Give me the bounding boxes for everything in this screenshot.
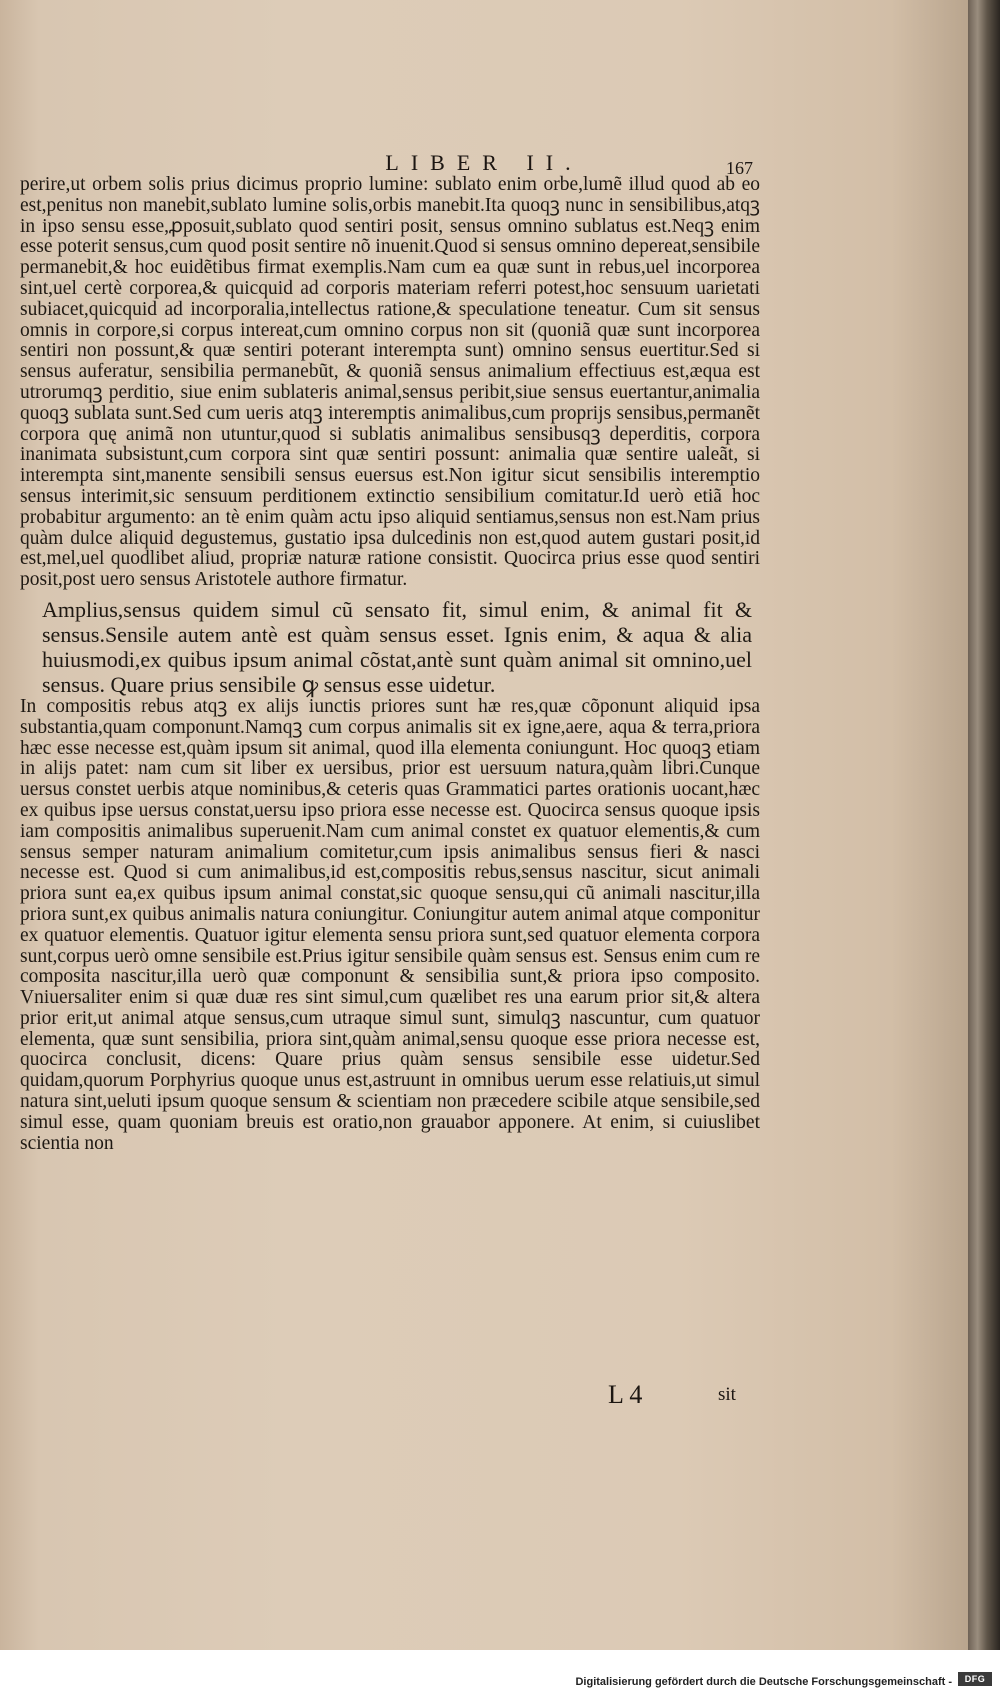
paragraph-commentary-2: In compositis rebus atqꝫ ex alijs iunctis priores sunt hæ res,quæ cõponunt aliquid ipsa substantia,quam componunt.Namqꝫ cum corpus animalis sit ex igne,aere, aqua & terra,priora hæc esse necesse est,quàm ipsum sit animal, quod illa elementa coniungunt. Hoc quoqꝫ etiam in alijs patet: nam cum sit liber ex uersibus, prior est uersuum natura,quàm libri.Cunque uersus constet uerbis atque nominibus,& ceteris quas Grammatici partes orationis uocant,hæc ex quibus ipse uersus constat,uersu ipso priora esse necesse est. Quocirca sensus quoque ipsis iam compositis animalibus superuenit.Nam cum animal constet ex quatuor elementis,& cum sensus semper naturam animalium comitetur,cum ipsis animalibus sensus fieri & nasci necesse est. Quod si cum animalibus,id est,compositis rebus,sensus nascitur, sicut animali priora sunt ea,ex quibus ipsum animal constat,sic quoque sensu,qui cũ animali nascitur,illa priora sunt,ex quibus animalis natura coniungitur. Coniungitur autem animal atque componitur ex quatuor elementis. Quatuor igitur elementa sensu priora sunt,sed quatuor elementa corpora sunt,corpus uerò omne sensibile est.Prius igitur sensibile quàm sensus est. Sensus enim cum re composita nascitur,illa uerò quæ componunt & sensibilia sunt,& priora ipso composito. Vniuersaliter enim si quæ duæ res sint simul,cum quælibet res una earum prior sit,& altera prior erit,ut animal atque sensus,cum utraque simul sunt, simulqꝫ nascuntur, cum quatuor elementa, quæ sunt sensibilia, priora sint,quàm animal,sensu quoque esse priora necesse est, quocirca conclusit, dicens: Quare prius quàm sensus sensibile esse uidetur.Sed quidam,quorum Porphyrius quoque unus est,astruunt in omnibus uerum esse relatiuis,ut simul natura sint,ueluti ipsum quoque sensum & scientiam non præcedere scibile atque sensibile,sed simul esse, quam quoniam breuis est oratio,non grauabor apponere. At enim, si cuiuslibet scientia non: [20, 695, 760, 1154]
footer-credit: Digitalisierung gefördert durch die Deutsche Forschungsgemeinschaft -: [575, 1676, 952, 1688]
running-head: LIBER II.: [385, 150, 583, 175]
dfg-logo: DFG: [958, 1672, 992, 1686]
page-body: [20, 175, 760, 1154]
paragraph-aristotle-text: Amplius,sensus quidem simul cũ sensato fit, simul enim, & animal fit & sensus.Sensile autem antè est quàm sensus esset. Ignis enim, & aqua & alia huiusmodi,ex quibus ipsum animal cõstat,antè sunt quàm animal sit omnino,uel sensus. Quare prius sensibile ꝙ sensus esse uidetur.: [42, 596, 752, 697]
book-page-edge: [968, 0, 1000, 1650]
page-number: 167: [726, 158, 753, 178]
signature-mark: L 4: [608, 1380, 643, 1409]
catchword: sit: [718, 1384, 736, 1405]
paragraph-commentary-1: perire,ut orbem solis prius dicimus proprio lumine: sublato enim orbe,lumẽ illud quod ab eo est,penitus non manebit,sublato lumine solis,orbis manebit.Ita quoqꝫ nunc in sensibilibus,atqꝫ in ipso sensu esse,ꝓposuit,sublato quod sentiri posit, sensus omnino sublatus est.Neqꝫ enim esse poterit sensus,cum quod posit sentire nõ inuenit.Quod si sensus omnino depereat,sensibile permanebit,& hoc euidẽtibus firmat exemplis.Nam cum ea quæ sunt in rebus,uel incorporea sint,uel certè corporea,& quicquid ad corporis materiam referri potest,hoc sensuum uarietati subiacet,quicquid ad incorporalia,intellectus ratione,& speculatione teneatur. Cum sit sensus omnis in corpore,si corpus intereat,cum omnino corpus non sit (quoniã quæ sunt incorporea sentiri non possunt,& quæ sentiri poterant interempta sunt) omnino sensus euertitur.Sed si sensus auferatur, sensibilia permanebũt, & quoniã sensus animalium effectiuus est,æqua est utrorumqꝫ perditio, siue enim sublateris animal,sensus peribit,siue sensus euertantur,animalia quoqꝫ sublata sunt.Sed cum ueris atqꝫ interemptis animalibus,cum proprijs sensibus,permanẽt corpora quę animã non utuntur,quod si sublatis animalibus sensibusqꝫ deperditis, corpora inanimata subsistunt,cum corpora sint quæ sentiri possunt: animalia quæ sentire ualeãt, si interempta sint,manente sensibili sensus euersus est.Non igitur sicut sensibilis interemptio sensus interimit,sic sensuum perditionem extinctio sensibilium comitatur.Id uerò etiã hoc probabitur argumento: an tè enim quàm actu ipso aliquid sentiamus,sensus non est.Nam prius quàm dulce aliquid degustemus, gustatio ipsa dulcedinis non est,quod autem gustari posit,id est,mel,uel quodlibet aliud, propriæ naturæ ratione consistit. Quocirca prius esse quod sentiri posit,post uero sensus Aristotele authore firmatur.: [20, 174, 760, 591]
